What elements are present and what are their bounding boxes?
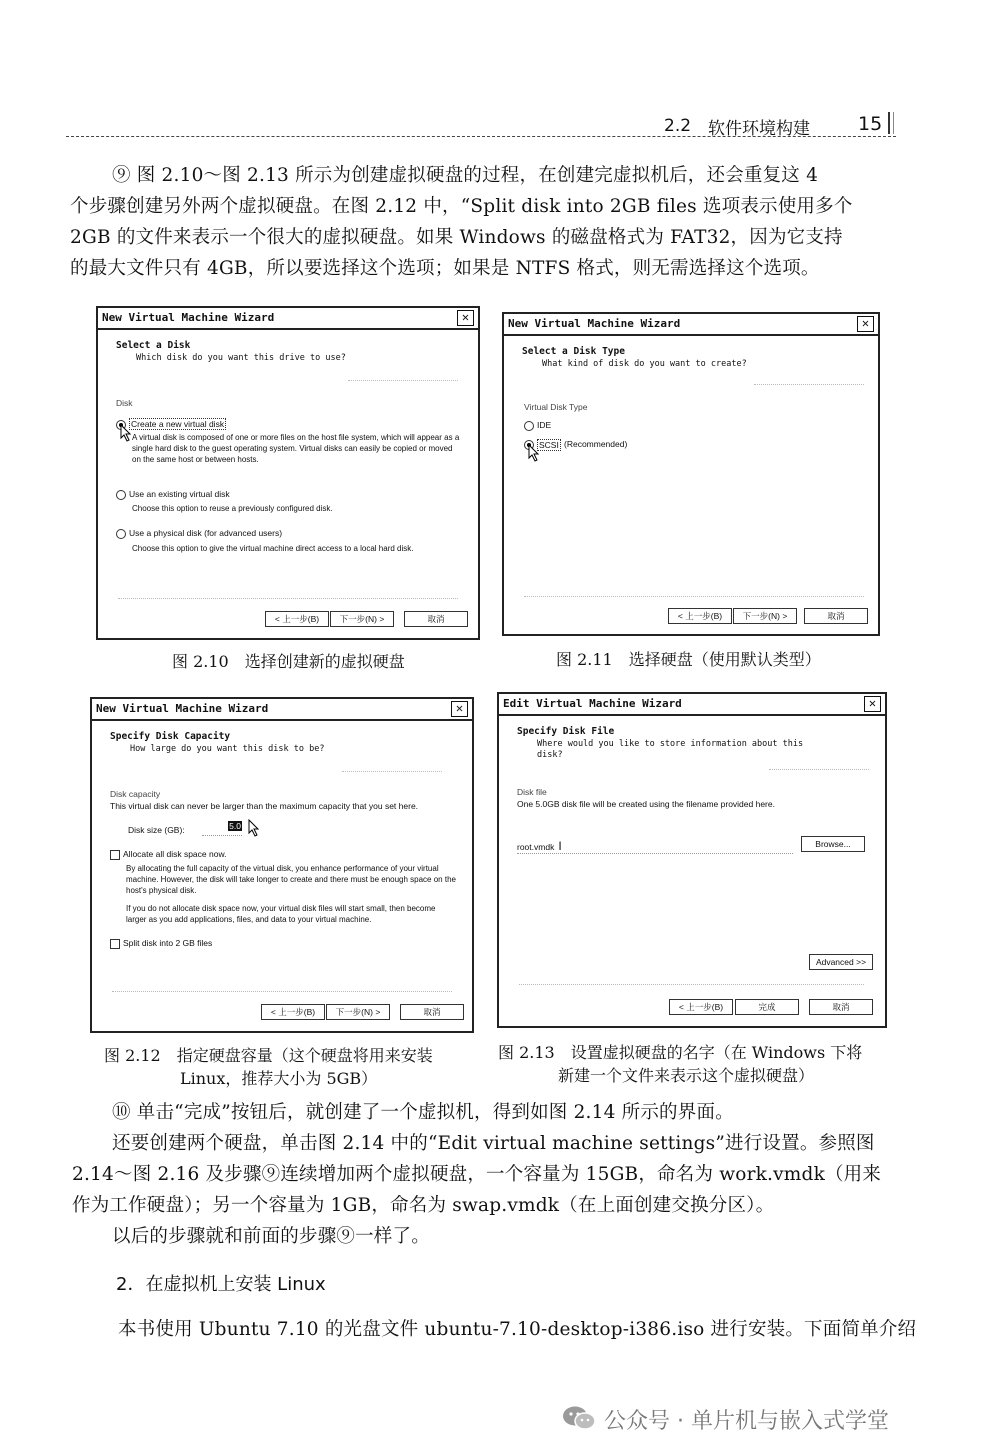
split-disk-label[interactable]: Split disk into 2 GB files: [123, 938, 213, 948]
radio-physical-disk[interactable]: [116, 529, 126, 539]
close-icon[interactable]: ✕: [864, 696, 881, 712]
back-button[interactable]: < 上一步(B): [265, 611, 329, 627]
disk-file-description: One 5.0GB disk file will be created using the filename provided here.: [517, 799, 775, 809]
wechat-icon: [562, 1405, 596, 1431]
wizard-heading: Select a Disk Type: [522, 346, 625, 357]
finish-button[interactable]: 完成: [735, 999, 799, 1015]
group-label: Virtual Disk Type: [524, 402, 588, 412]
cancel-button[interactable]: 取消: [400, 1004, 464, 1020]
wizard-subheading: Where would you like to store information about this disk?: [537, 739, 804, 760]
disk-size-value: 5.0: [229, 821, 241, 831]
paragraph-3-line: 本书使用 Ubuntu 7.10 的光盘文件 ubuntu-7.10-desktop-i386.iso 进行安装。下面简单介绍: [118, 1319, 917, 1340]
disk-size-label: Disk size (GB):: [128, 825, 185, 835]
wizard-subheading: How large do you want this disk to be?: [130, 744, 325, 754]
figure-2-13-wizard-window: [497, 692, 887, 1028]
paragraph-line: 以后的步骤就和前面的步骤⑨一样了。: [112, 1226, 430, 1247]
allocate-now-label[interactable]: Allocate all disk space now.: [123, 849, 227, 859]
capacity-description: This virtual disk can never be larger than the maximum capacity that you set here.: [110, 801, 419, 811]
cancel-button[interactable]: 取消: [404, 611, 468, 627]
divider: [754, 384, 864, 385]
option-scsi-recommended: (Recommended): [564, 439, 628, 449]
radio-ide[interactable]: [524, 421, 534, 431]
title-bar: [504, 314, 878, 336]
close-icon[interactable]: ✕: [457, 310, 474, 326]
advanced-button[interactable]: Advanced >>: [809, 954, 873, 970]
option-create-new-disk-label[interactable]: Create a new virtual disk: [131, 419, 225, 429]
option-scsi-label[interactable]: SCSI: [539, 440, 559, 450]
figure-2-12-caption-line-1: 图 2.12 指定硬盘容量（这个硬盘将用来安装: [104, 1046, 433, 1065]
title-bar: [499, 694, 885, 716]
wizard-heading: Select a Disk: [116, 340, 191, 351]
option-ide-label[interactable]: IDE: [537, 420, 552, 430]
back-button[interactable]: < 上一步(B): [261, 1004, 325, 1020]
window-title: Edit Virtual Machine Wizard: [503, 697, 682, 710]
disk-file-value: root.vmdk: [517, 842, 555, 852]
option-existing-disk-label[interactable]: Use an existing virtual disk: [129, 489, 230, 499]
next-button[interactable]: 下一步(N) >: [330, 611, 394, 627]
checkbox-split-disk[interactable]: [110, 939, 120, 949]
mouse-cursor-icon: [120, 424, 132, 442]
text-cursor-icon: I: [558, 839, 562, 853]
paragraph-line: 个步骤创建另外两个虚拟硬盘。在图 2.12 中，“Split disk into 2GB files 选项表示使用多个: [70, 196, 853, 217]
cancel-button[interactable]: 取消: [809, 999, 873, 1015]
paragraph-line: ⑩ 单击“完成”按钮后，就创建了一个虚拟机，得到如图 2.14 所示的界面。: [112, 1102, 734, 1123]
option-physical-disk-label[interactable]: Use a physical disk (for advanced users): [129, 528, 283, 538]
figure-2-10-wizard-window: [96, 306, 480, 640]
mouse-cursor-icon: [528, 444, 540, 462]
title-bar: [92, 699, 472, 721]
page-number: 15: [858, 113, 883, 135]
allocate-now-description-1: By allocating the full capacity of the virtual disk, you enhance performance of your virtual machine. However, the disk will take longer to create and there must be enough space on the host's physical disk.: [126, 864, 456, 895]
header-edge-mark: [888, 112, 894, 134]
paragraph-line: 的最大文件只有 4GB，所以要选择这个选项；如果是 NTFS 格式，则无需选择这个选项。: [70, 258, 820, 279]
wizard-heading: Specify Disk Capacity: [110, 731, 231, 742]
next-button[interactable]: 下一步(N) >: [326, 1004, 390, 1020]
group-label: Disk file: [517, 787, 547, 797]
disk-size-input[interactable]: [202, 821, 242, 836]
wizard-subheading: What kind of disk do you want to create?: [542, 359, 747, 369]
divider: [524, 596, 864, 597]
group-label: Disk capacity: [110, 789, 161, 799]
section-heading: 2．在虚拟机上安装 Linux: [116, 1274, 326, 1295]
paragraph-line: 2.14～图 2.16 及步骤⑨连续增加两个虚拟硬盘，一个容量为 15GB，命名为 work.vmdk（用来: [72, 1164, 882, 1185]
divider: [118, 598, 458, 599]
radio-existing-disk[interactable]: [116, 490, 126, 500]
group-label: Disk: [116, 398, 133, 408]
next-button[interactable]: 下一步(N) >: [733, 608, 797, 624]
figure-2-13-caption-line-2: 新建一个文件来表示这个虚拟硬盘）: [558, 1066, 815, 1085]
header-section-number: 2.2: [664, 116, 692, 136]
paragraph-line: 2GB 的文件来表示一个很大的虚拟硬盘。如果 Windows 的磁盘格式为 FAT32，因为它支持: [70, 227, 843, 248]
header-rule: [66, 136, 896, 137]
option-existing-disk-description: Choose this option to reuse a previously configured disk.: [132, 504, 333, 513]
disk-file-input[interactable]: [517, 839, 793, 854]
window-title: New Virtual Machine Wizard: [96, 702, 269, 715]
paragraph-line: 作为工作硬盘）；另一个容量为 1GB，命名为 swap.vmdk（在上面创建交换分区）。: [72, 1195, 775, 1216]
figure-2-11-wizard-window: [502, 312, 880, 636]
browse-button[interactable]: Browse...: [801, 836, 865, 852]
close-icon[interactable]: ✕: [451, 701, 468, 717]
watermark-text: 公众号 · 单片机与嵌入式学堂: [604, 1409, 889, 1434]
paragraph-line: 还要创建两个硬盘，单击图 2.14 中的“Edit virtual machine settings”进行设置。参照图: [112, 1133, 875, 1154]
option-create-new-disk-description: A virtual disk is composed of one or more files on the host file system, which will appear as a single hard disk to the guest operating system. Virtual disks can easily be copied or moved on the same host or between hosts.: [132, 433, 460, 464]
back-button[interactable]: < 上一步(B): [669, 999, 733, 1015]
mouse-cursor-icon: [248, 819, 260, 837]
divider: [342, 771, 442, 772]
divider: [519, 984, 864, 985]
allocate-now-description-2: If you do not allocate disk space now, your virtual disk files will start small, then become larger as you add applications, files, and data to your virtual machine.: [126, 904, 436, 924]
divider: [348, 380, 458, 381]
figure-2-11-caption: 图 2.11 选择硬盘（使用默认类型）: [556, 650, 821, 669]
close-icon[interactable]: ✕: [857, 316, 874, 332]
figure-2-13-caption-line-1: 图 2.13 设置虚拟硬盘的名字（在 Windows 下将: [498, 1043, 863, 1062]
back-button[interactable]: < 上一步(B): [668, 608, 732, 624]
figure-2-10-caption: 图 2.10 选择创建新的虚拟硬盘: [172, 652, 405, 671]
figure-2-12-wizard-window: [90, 697, 474, 1033]
header-section-title: 软件环境构建: [708, 119, 810, 139]
wizard-heading: Specify Disk File: [517, 726, 615, 737]
option-physical-disk-description: Choose this option to give the virtual machine direct access to a local hard disk.: [132, 544, 414, 553]
cancel-button[interactable]: 取消: [804, 608, 868, 624]
figure-2-12-caption-line-2: Linux，推荐大小为 5GB）: [180, 1069, 378, 1088]
divider: [112, 991, 452, 992]
window-title: New Virtual Machine Wizard: [102, 311, 275, 324]
paragraph-line: ⑨ 图 2.10～图 2.13 所示为创建虚拟硬盘的过程，在创建完虚拟机后，还会重复这 4: [112, 165, 819, 186]
window-title: New Virtual Machine Wizard: [508, 317, 681, 330]
title-bar: [98, 308, 478, 330]
divider: [769, 769, 869, 770]
wizard-subheading: Which disk do you want this drive to use?: [136, 353, 346, 363]
checkbox-allocate-now[interactable]: [110, 850, 120, 860]
